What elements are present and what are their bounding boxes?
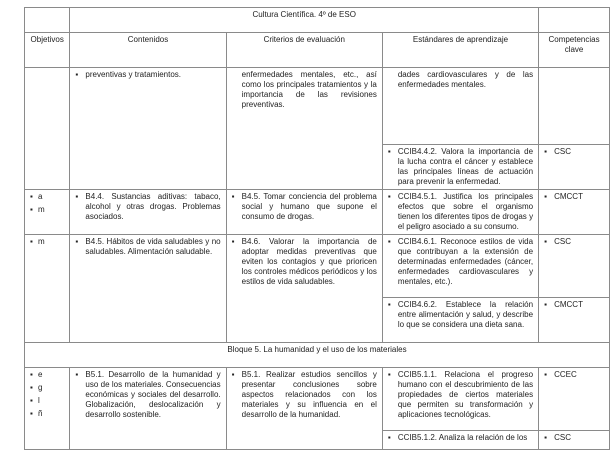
competencia-cell: ▪ CSC: [539, 431, 610, 450]
criterio-cell: ▪ B4.6. Valorar la importancia de adoptar medidas preventivas que eviten los contagios y que prioricen los controles médicos periódicos y los estilos de vida saludables.: [226, 235, 382, 343]
estandar-cell: ▪ CCIB4.5.1. Justifica los principales efectos que sobre el organismo tienen los diferentes tipos de drogas y el peligro asociado a su consumo.: [382, 190, 538, 235]
table-title: Cultura Científica. 4º de ESO: [70, 8, 539, 33]
column-header-row: [25, 33, 610, 68]
header-contenidos: Contenidos: [70, 33, 226, 68]
empty-corner-cell: [25, 8, 70, 33]
header-competencias: Competencias clave: [539, 33, 610, 68]
estandar-cell: ▪ CCIB5.1.1. Relaciona el progreso humano con el descubrimiento de las propiedades de ciertos materiales que permiten su transformación y aplicaciones tecnológicas.: [382, 368, 538, 431]
estandar-cell: ▪ CCIB4.6.1. Reconoce estilos de vida que contribuyan a la extensión de determinadas enfermedades (cáncer, enfermedades cardiovasculares y mentales, etc.).: [382, 235, 538, 298]
block-heading: Bloque 5. La humanidad y el uso de los materiales: [25, 343, 610, 368]
objetivos-cell: ▪ e ▪ g ▪ l ▪ ñ: [25, 368, 70, 450]
competencia-cell: ▪ CMCCT: [539, 190, 610, 235]
curriculum-table: [24, 7, 610, 450]
criterio-cell: enfermedades mentales, etc., así como los principales tratamientos y la importancia de las revisiones preventivas.: [226, 68, 382, 190]
contenido-cell: ▪ B4.5. Hábitos de vida saludables y no saludables. Alimentación saludable.: [70, 235, 226, 343]
competencia-cell: ▪ CSC: [539, 145, 610, 190]
estandar-cell: ▪ CCIB4.4.2. Valora la importancia de la lucha contra el cáncer y establece las principales líneas de actuación para prevenir la enfermedad.: [382, 145, 538, 190]
table-row: [25, 235, 610, 298]
header-objetivos: Objetivos: [25, 33, 70, 68]
competencia-cell: ▪ CMCCT: [539, 298, 610, 343]
criterio-cell: ▪ B4.5. Tomar conciencia del problema social y humano que supone el consumo de drogas.: [226, 190, 382, 235]
table-title-row: [25, 8, 610, 33]
header-estandares: Estándares de aprendizaje: [382, 33, 538, 68]
estandar-cell: ▪ CCIB4.6.2. Establece la relación entre alimentación y salud, y describe lo que se considera una dieta sana.: [382, 298, 538, 343]
table-row: [25, 368, 610, 431]
criterio-cell: ▪ B5.1. Realizar estudios sencillos y presentar conclusiones sobre aspectos relacionados con los materiales y su influencia en el desarrollo de la humanidad.: [226, 368, 382, 450]
objetivos-cell: ▪ a ▪ m: [25, 190, 70, 235]
table-row: [25, 68, 610, 145]
objetivos-cell: ▪ m: [25, 235, 70, 343]
table-row: [25, 190, 610, 235]
competencia-cell: ▪ CCEC: [539, 368, 610, 431]
competencia-cell: [539, 68, 610, 145]
block-heading-row: [25, 343, 610, 368]
competencia-cell: ▪ CSC: [539, 235, 610, 298]
contenido-cell: ▪ preventivas y tratamientos.: [70, 68, 226, 190]
empty-corner-cell-right: [539, 8, 610, 33]
estandar-cell: ▪ CCIB5.1.2. Analiza la relación de los: [382, 431, 538, 450]
contenido-cell: ▪ B5.1. Desarrollo de la humanidad y uso de los materiales. Consecuencias económicas y sociales del desarrollo. Globalización, deslocalización y desarrollo sostenible.: [70, 368, 226, 450]
contenido-cell: ▪ B4.4. Sustancias aditivas: tabaco, alcohol y otras drogas. Problemas asociados.: [70, 190, 226, 235]
objetivos-cell: [25, 68, 70, 190]
estandar-cell: dades cardiovasculares y de las enfermedades mentales.: [382, 68, 538, 145]
header-criterios: Criterios de evaluación: [226, 33, 382, 68]
